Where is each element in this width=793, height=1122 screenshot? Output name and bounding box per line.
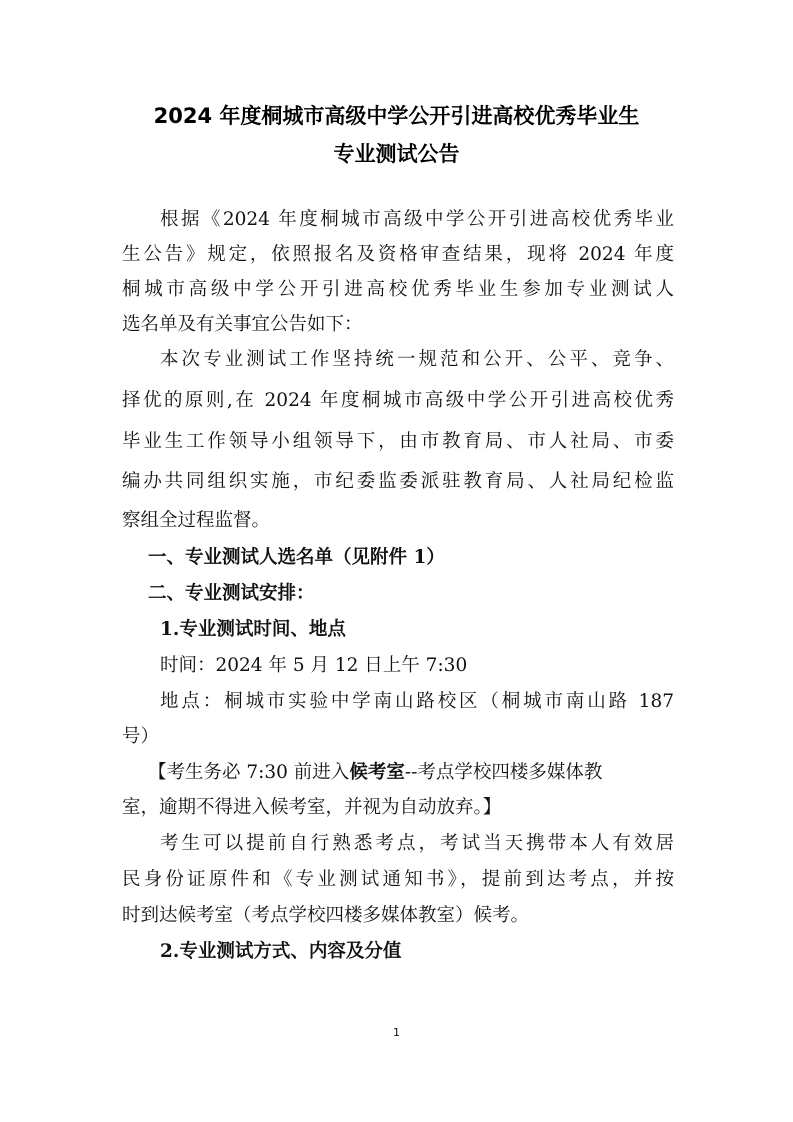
exam-place-line-1: 地点：桐城市实验中学南山路校区（桐城市南山路 187 bbox=[160, 691, 674, 712]
paragraph-2-line-5: 察组全过程监督。 bbox=[122, 510, 271, 531]
section-heading-2: 二、专业测试安排： bbox=[148, 583, 315, 604]
page-number: 1 bbox=[393, 1026, 400, 1039]
exam-place-line-2: 号） bbox=[122, 726, 160, 747]
paragraph-3-line-1: 考生可以提前自行熟悉考点，考试当天携带本人有效居 bbox=[160, 833, 674, 854]
subsection-heading-1: 1.专业测试时间、地点 bbox=[160, 619, 346, 640]
paragraph-2-line-3: 毕业生工作领导小组领导下，由市教育局、市人社局、市委 bbox=[122, 431, 674, 452]
paragraph-3-line-2: 民身份证原件和《专业测试通知书》，提前到达考点，并按 bbox=[122, 869, 674, 890]
paragraph-1-line-1: 根据《2024 年度桐城市高级中学公开引进高校优秀毕业 bbox=[160, 209, 674, 230]
section-heading-1: 一、专业测试人选名单（见附件 1） bbox=[148, 547, 445, 568]
notice-line-2: 室，逾期不得进入候考室，并视为自动放弃。】 bbox=[122, 797, 502, 818]
exam-time: 时间：2024 年 5 月 12 日上午 7:30 bbox=[160, 655, 468, 676]
notice-emphasis: 候考室 bbox=[349, 762, 405, 783]
paragraph-2-line-2: 择优的原则,在 2024 年度桐城市高级中学公开引进高校优秀 bbox=[122, 390, 674, 411]
paragraph-2-line-1: 本次专业测试工作坚持统一规范和公开、公平、竞争、 bbox=[160, 349, 674, 370]
subsection-heading-2: 2.专业测试方式、内容及分值 bbox=[160, 941, 402, 962]
paragraph-1-line-4: 选名单及有关事宜公告如下： bbox=[122, 314, 363, 335]
notice-text-c: --考点学校四楼多媒体教 bbox=[404, 762, 603, 783]
notice-line-1 bbox=[148, 760, 674, 786]
paragraph-2-line-4: 编办共同组织实施，市纪委监委派驻教育局、人社局纪检监 bbox=[122, 471, 674, 492]
paragraph-1-line-3: 桐城市高级中学公开引进高校优秀毕业生参加专业测试人 bbox=[122, 279, 674, 300]
paragraph-3-line-3: 时到达候考室（考点学校四楼多媒体教室）候考。 bbox=[122, 905, 530, 926]
document-title-line1: 2024 年度桐城市高级中学公开引进高校优秀毕业生 bbox=[153, 104, 640, 128]
document-title-line2: 专业测试公告 bbox=[333, 142, 460, 166]
paragraph-1-line-2: 生公告》规定，依照报名及资格审查结果，现将 2024 年度 bbox=[122, 244, 674, 265]
notice-text-a: 【考生务必 7:30 前进入 bbox=[148, 762, 350, 783]
